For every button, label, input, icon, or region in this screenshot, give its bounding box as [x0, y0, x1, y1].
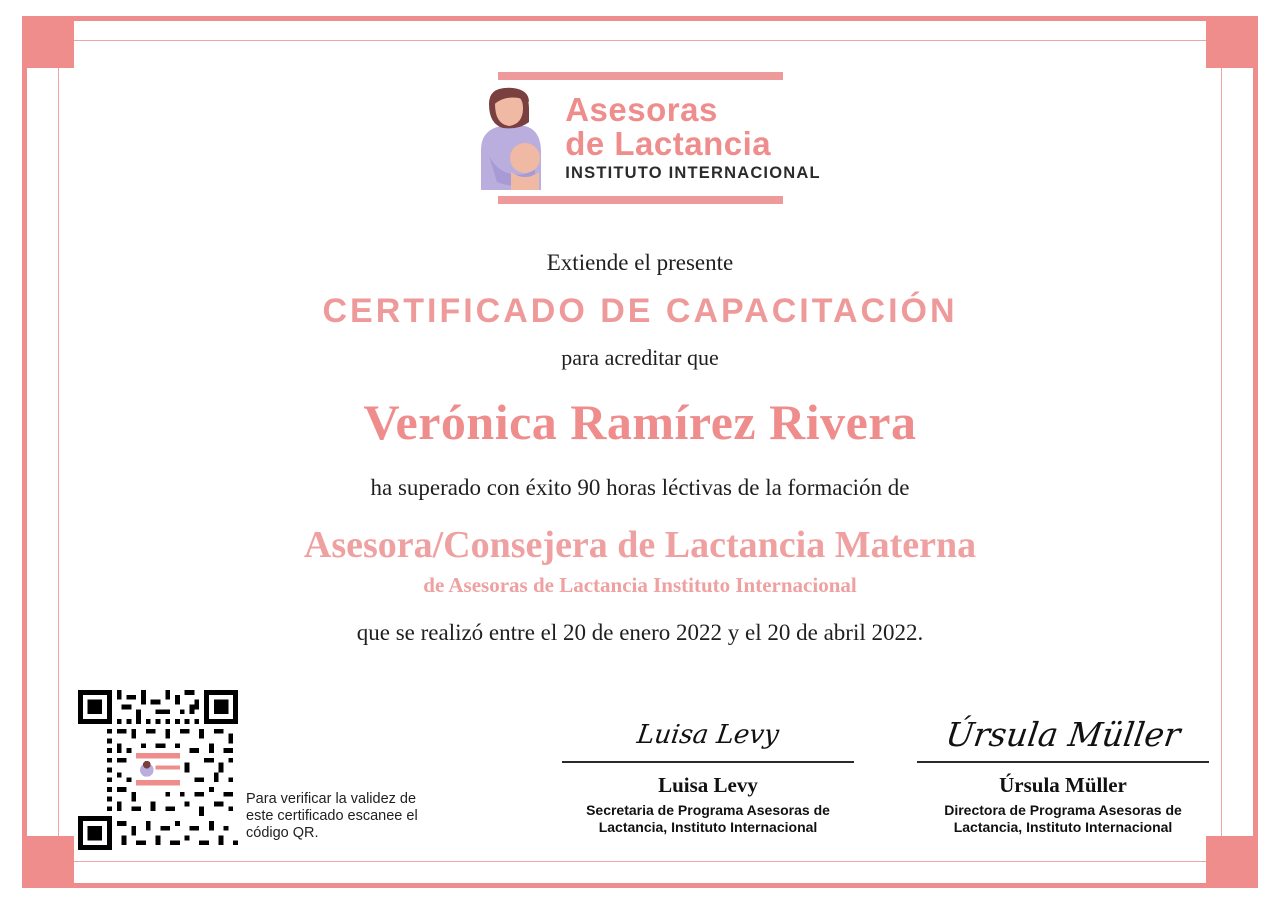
signature-line: [917, 761, 1209, 763]
signatory-role-ursula: Directora de Programa Asesoras de Lactancia, Instituto Internacional: [944, 802, 1182, 836]
qr-code-icon[interactable]: [78, 690, 238, 850]
logo-rule-top: [498, 72, 783, 80]
border-bar-right: [1253, 68, 1258, 836]
signature-block-directora: [913, 711, 1213, 836]
intro-text: Extiende el presente: [546, 250, 734, 275]
qr-verification-note: Para verificar la validez de este certificado escanee el código QR.: [246, 790, 418, 841]
hours-text: ha superado con éxito 90 horas léctivas de la formación de: [370, 475, 910, 500]
certificate-title: CERTIFICADO DE CAPACITACIÓN: [322, 292, 958, 330]
course-dates: que se realizó entre el 20 de enero 2022 y el 20 de abril 2022.: [356, 620, 924, 645]
logo-title-line2: de Lactancia: [565, 124, 772, 162]
signatory-name-luisa: Luisa Levy: [658, 773, 758, 798]
breastfeeding-mother-icon: [459, 86, 551, 190]
border-bar-top: [74, 16, 1206, 21]
certificate-content: [60, 42, 1220, 860]
accreditation-text: para acreditar que: [561, 345, 719, 370]
logo-rule-bottom: [498, 196, 783, 204]
logo-subtitle: INSTITUTO INTERNACIONAL: [565, 164, 821, 183]
organization-logo: [360, 42, 920, 204]
signatory-name-ursula: Úrsula Müller: [999, 773, 1127, 798]
border-bar-left: [22, 68, 27, 836]
qr-section: [78, 690, 428, 850]
signature-line: [562, 761, 854, 763]
signature-script-luisa: Luisa Levy: [635, 720, 781, 751]
course-title: Asesora/Consejera de Lactancia Materna: [303, 524, 977, 566]
logo-title-line1: Asesoras: [565, 90, 718, 128]
signature-block-secretaria: [558, 711, 858, 836]
recipient-name: Verónica Ramírez Rivera: [363, 394, 917, 450]
certificate-footer: [68, 660, 1212, 860]
border-bar-bottom: [74, 883, 1206, 888]
course-organization: de Asesoras de Lactancia Instituto Internacional: [423, 573, 857, 597]
signature-script-ursula: Úrsula Müller: [943, 715, 1183, 755]
signatory-role-luisa: Secretaria de Programa Asesoras de Lactancia, Instituto Internacional: [586, 802, 830, 836]
